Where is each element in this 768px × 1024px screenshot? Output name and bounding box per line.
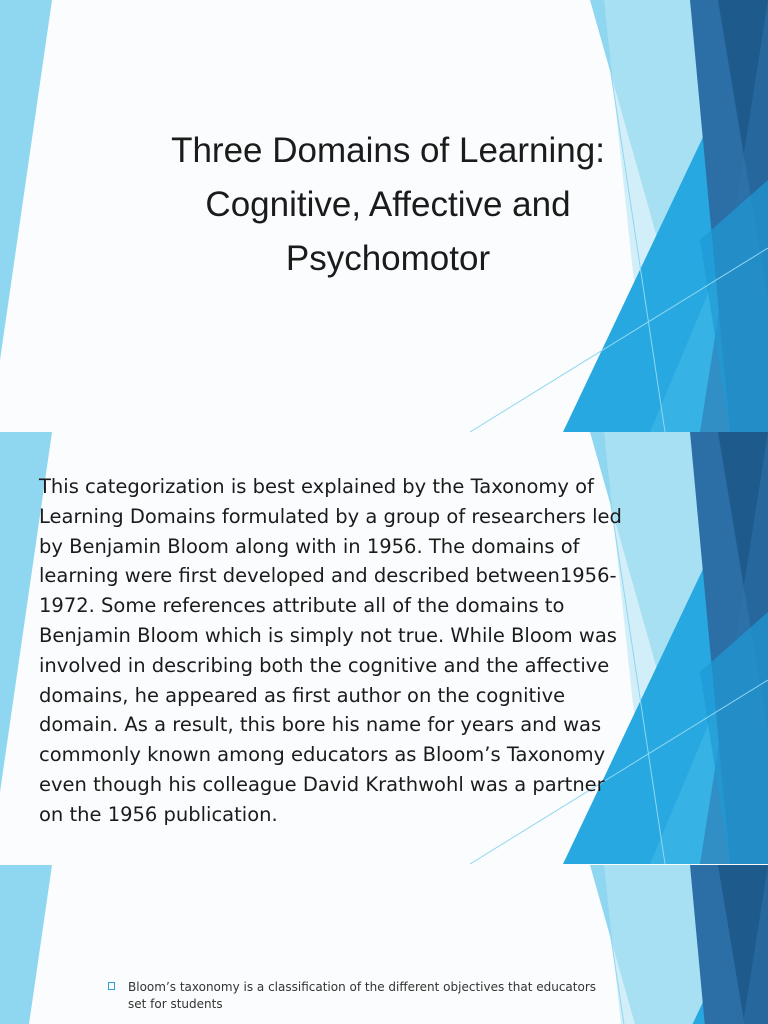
body-line: on the 1956 publication.	[39, 802, 278, 826]
bullet-line: set for students	[128, 997, 223, 1011]
body-line: domain. As a result, this bore his name for years and was	[39, 713, 602, 737]
body-line: commonly known among educators as Bloom’s Taxonomy	[39, 743, 606, 767]
body-line: by Benjamin Bloom along with in 1956. The domains of	[39, 534, 580, 558]
slide-heading	[120, 124, 656, 286]
body-line: domains, he appeared as first author on the cognitive	[39, 683, 566, 707]
heading-line: Three Domains of Learning:	[171, 131, 605, 170]
body-line: involved in describing both the cognitive and the affective	[39, 653, 610, 677]
body-line: This categorization is best explained by the Taxonomy of	[39, 475, 594, 498]
square-bullet-icon	[108, 982, 115, 990]
body-line: 1972. Some references attribute all of the domains to	[39, 594, 565, 618]
slide-title	[0, 0, 768, 432]
heading-line: Cognitive, Affective and	[205, 185, 571, 224]
slide-bullets	[0, 865, 768, 1024]
bullet-text	[128, 979, 648, 1013]
body-line: Learning Domains formulated by a group of researchers led	[39, 504, 622, 528]
bullet-line: Bloom’s taxonomy is a classification of the different objectives that educators	[128, 980, 597, 994]
body-line: even though his colleague David Krathwohl was a partner	[39, 772, 605, 796]
body-line: Benjamin Bloom which is simply not true. While Bloom was	[39, 623, 617, 647]
heading-line: Psychomotor	[285, 239, 491, 278]
body-line: learning were first developed and described between1956-	[39, 564, 617, 588]
slide-body	[0, 432, 768, 865]
body-paragraph	[39, 472, 699, 830]
